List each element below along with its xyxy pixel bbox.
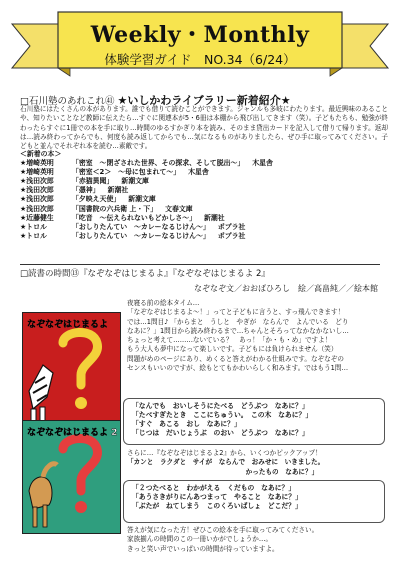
section2-heading: □読書の時間⑬『なぞなぞはじまるよ』『なぞなぞはじまるよ 2』 [20,269,270,279]
new-books-list [20,150,380,241]
ending-line: 家族揃んの時間のこの一冊いかがでしょうか…。 [127,535,273,544]
book-entry [20,205,380,214]
riddle-line: 「ぶたが ねてしまう このくろいばしょ どこだ？」 [132,502,302,511]
intro-line: 夜寝る前の絵本タイム… [127,299,200,307]
book-credit: なぞなぞ文／おおばひろし 絵／高畠純／／絵本館 [194,284,378,293]
book-author: ★浅田次郎 [20,195,54,204]
intro-line: 「なぞなぞはじまるよ〜！」ってと子どもに言うと、すっ飛んできます！ [127,308,345,317]
intro-line: では…1問目♪ 「からまと うしと やぎが ならんで よんでいる どり [127,317,349,326]
newsletter-title: Weekly・Monthly [90,22,310,48]
reading-intro [127,299,387,373]
intro-line: 問題がめのページにあり、めくると答えがわかる仕組みです。なぞなぞの [127,354,344,363]
book-publisher: 木星舎 [188,168,209,177]
riddle-box-2 [123,480,385,523]
book-title: 「憑神」 [72,186,100,195]
book-entry [20,159,380,168]
book-entry [20,214,380,223]
section1-title: ★いしかわライブラリー新着紹介★ [117,94,291,107]
book-author: ★浅田次郎 [20,204,54,213]
riddle-line: 「あうさきがりにんあつまって やること なあに？」 [132,493,302,502]
book-entry [20,168,380,177]
book-publisher: ポプラ社 [217,231,246,240]
new-books-label: ＜新着の本＞ [20,150,62,158]
book-author: ★近藤健生 [20,213,54,222]
book-cover-2 [22,420,121,534]
book-title: 「密室＜2＞ 〜母に包まれて〜」 [72,168,181,177]
book-author: ★トロル [20,231,47,240]
book-title: 「赤猫異聞」 [72,177,114,186]
book-author: ★増崎英明 [20,159,54,168]
book-title: 「密室 〜閉ざされた世界、その探求、そして脱出〜」 [72,159,245,168]
riddle-line: 「たべすぎたとき ここにちゅうい。 この木 なあに？」 [132,411,313,420]
riddle-box-1 [123,398,385,445]
book-author: ★トロル [20,222,47,231]
section1-label: □石川塾のあれこれ㊶ [20,96,115,107]
book-title: 「おしりたんてい 〜カレーなるじけん〜」 [72,222,210,231]
newsletter-subtitle: 体験学習ガイド NO.34（6/24） [104,52,296,67]
middle-line: 「カンと ラクダと サイが ならんで おみせに いきました。 [127,458,325,467]
intro-line: なあに？」1問目から読み終わるまで…ちゃんとそろってなかなかないし… [127,326,349,335]
header-banner [0,6,400,86]
ending-line: きっと笑い声でいっぱいの時間が待っていますよ。 [127,544,279,553]
book-publisher: ポプラ社 [217,222,246,231]
cover1-title: なぞなぞはじまるよ [27,320,109,330]
book-author: ★増崎英明 [20,168,54,177]
book-title: 「国書院の六兵衛 上・下」 [72,204,158,213]
zebra-question-illustration [23,313,120,435]
reading-ending [127,526,385,554]
book-entry [20,232,380,241]
book-publisher: 新潮文庫 [128,195,156,204]
book-entry [20,223,380,232]
intro-line: ちょっと考えて………ないている？ あっ！「か・も・め」ですよ！ [127,336,332,345]
book-publisher: 新潮社 [204,213,225,222]
riddle-line: 「２つたべると わかがえる くだもの なあに？」 [132,484,296,492]
riddle-line: 「すぐ あこる おし なあに？」 [132,420,241,429]
book-publisher: 木星舎 [252,159,273,168]
book-author: ★浅田次郎 [20,177,54,186]
book-author: ★浅田次郎 [20,186,54,195]
book-entry [20,177,380,186]
book-entry [20,195,380,204]
middle-line: さらに…『なぞなぞはじまるよ2』から、いくつかピックアップ！ [127,449,322,457]
book-title: 「おしりたんてい 〜カレーなるじけん〜」 [72,231,210,240]
ending-line: 答えが気になった方！ぜひこの絵本を手に取ってみてください。 [127,526,319,534]
intro-line: センスもいいのですが、絵もとてもかわいらしく和みます。ではもう1問… [127,364,349,373]
book-publisher: 新潮文庫 [121,177,149,186]
book-title: 「吃音 〜伝えられないもどかしさ〜」 [72,213,197,222]
reading-middle [127,449,385,477]
book-title: 「夕映え天使」 [72,195,121,204]
section-divider [20,264,380,265]
cover2-title: なぞなぞはじまるよ 2 [27,428,118,438]
book-publisher: 文春文庫 [165,204,193,213]
book-cover-1 [22,312,121,436]
riddle-line: 「なんでも おいしそうにたべる どうぶつ なあに？」 [132,402,309,410]
book-publisher: 新潮社 [107,186,129,195]
intro-line: もう大人も夢中になって楽しいです。子どもには負けられません（笑） [127,345,338,354]
middle-line: かったもの なあに？」 [127,467,319,476]
riddle-line: 「じつは だいじょうぶ のおい どうぶつ なあに？」 [132,429,309,438]
section1-body: 石川塾にはたくさんの本があります。誰でも借りて読むことができます。ジャンルも多岐にわたります。最近興味のあることや、知りたいことなど教師に伝えたら…すぐに関連本が5・6冊は本棚から飛び出してきます（笑）。子どもたちも、勉強が終わったらすぐに1冊での本を手に取り…時間のゆるすかぎり本を読み、そのまま貸出カードを記入して借りて帰ります。返却は…読み終わってからでも、何度も読み返してからでも…気になるものがありましたら、ぜひ手に取ってみてください。子どもと並んでそれぞれ本を読む…素敵です。 [20,105,388,151]
